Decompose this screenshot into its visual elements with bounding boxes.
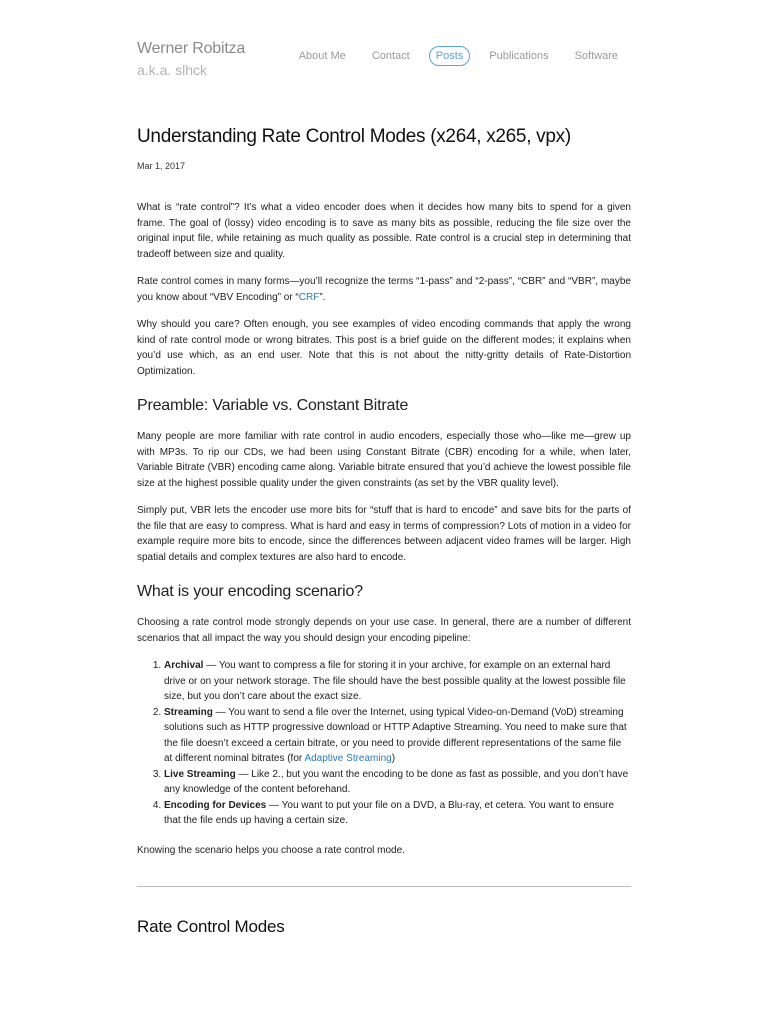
intro-p2-text: Rate control comes in many forms—you’ll recognize the terms “1-pass” and “2-pass”, “CBR” and “VBR”, maybe you know about “VBV Encoding” or “ xyxy=(137,276,631,303)
preamble-paragraph-2: Simply put, VBR lets the encoder use more bits for “stuff that is hard to encode” and save bits for the parts of the file that are easy to compress. What is hard and easy in terms of compression? Lots of motion in a video for example require more bits to encode, since the differences between adjacent video frames will be larger. High spatial details and complex textures are also hard to encode. xyxy=(137,505,631,563)
preamble-paragraph-1: Many people are more familiar with rate control in audio encoders, especially those who—like me—grew up with MP3s. To rip our CDs, we had been using Constant Bitrate (CBR) encoding for a while, when later, Variable Bitrate (VBR) encoding came along. Variable bitrate ensured that you’d achieve the lowest possible file size at the highest possible quality under the given constraints (as set by the VBR quality level). xyxy=(137,431,631,489)
scenario-text: — You want to put your file on a DVD, a Blu-ray, et cetera. You want to ensure that the file ends up having a certain size. xyxy=(164,799,615,826)
nav-contact[interactable]: Contact xyxy=(371,50,410,62)
scenario-text: — You want to compress a file for storing it in your archive, for example on an external hard drive or on your network storage. The file should have the best possible quality at the lowest possible file size, but you don’t care about the exact size. xyxy=(164,660,626,702)
nav-about-me[interactable]: About Me xyxy=(298,50,346,62)
scenario-term: Archival xyxy=(164,660,204,671)
adaptive-streaming-link[interactable]: Adaptive Streaming xyxy=(304,753,392,764)
list-item xyxy=(164,705,631,767)
list-item xyxy=(164,767,631,798)
crf-link[interactable]: CRF xyxy=(298,291,320,303)
scenario-term: Live Streaming xyxy=(164,768,236,780)
scenario-text-tail: ) xyxy=(391,753,396,764)
site-title[interactable]: Werner Robitza xyxy=(137,40,246,57)
heading-rate-control-modes: Rate Control Modes xyxy=(137,917,285,936)
intro-paragraph-3: Why should you care? Often enough, you see examples of video encoding commands that apply the wrong kind of rate control mode or wrong bitrates. This post is a brief guide on the different modes; it explains when you’d use which, as an end user. Note that this is not about the nitty-gritty details of Rate-Distortion Optimization. xyxy=(137,319,631,377)
scenario-text: — Like 2., but you want the encoding to be done as fast as possible, and you don’t have any knowledge of the content beforehand. xyxy=(164,768,629,795)
post-content xyxy=(137,200,631,937)
section-divider xyxy=(137,886,631,887)
site-header xyxy=(137,38,631,88)
scenario-paragraph-2: Knowing the scenario helps you choose a rate control mode. xyxy=(137,844,405,856)
list-item xyxy=(164,798,631,829)
intro-paragraph-1: What is “rate control”? It’s what a video encoder does when it decides how many bits to spend for a given frame. The goal of (lossy) video encoding is to save as many bits as possible, reducing the file size over the original input file, while retaining as much quality as possible. Rate control is a crucial step in determining that tradeoff between size and quality. xyxy=(137,202,631,260)
site-subtitle: a.k.a. slhck xyxy=(137,62,208,78)
scenario-term: Encoding for Devices xyxy=(164,799,267,811)
scenario-list xyxy=(137,658,631,829)
scenario-text: — You want to send a file over the Internet, using typical Video-on-Demand (VoD) streaming solutions such as HTTP progressive download or HTTP Adaptive Streaming. You need to make sure that the file doesn’t exceed a certain bitrate, or you need to provide different representations of the same file at different nominal bitrates (for xyxy=(164,706,627,764)
scenario-paragraph-1: Choosing a rate control mode strongly depends on your use case. In general, there are a number of different scenarios that all impact the way you should design your encoding pipeline: xyxy=(137,617,631,644)
intro-p2-tail: ”. xyxy=(319,291,326,303)
post-date: Mar 1, 2017 xyxy=(137,161,186,171)
heading-scenario: What is your encoding scenario? xyxy=(137,583,363,600)
heading-preamble: Preamble: Variable vs. Constant Bitrate xyxy=(137,397,409,414)
scenario-term: Streaming xyxy=(164,706,213,718)
nav-publications[interactable]: Publications xyxy=(489,50,549,62)
nav-posts[interactable]: Posts xyxy=(429,46,471,66)
main-nav xyxy=(284,46,625,66)
post-title: Understanding Rate Control Modes (x264, x265, vpx) xyxy=(137,126,571,147)
list-item xyxy=(164,658,631,705)
intro-paragraph-2 xyxy=(137,274,631,305)
nav-software[interactable]: Software xyxy=(574,50,618,62)
